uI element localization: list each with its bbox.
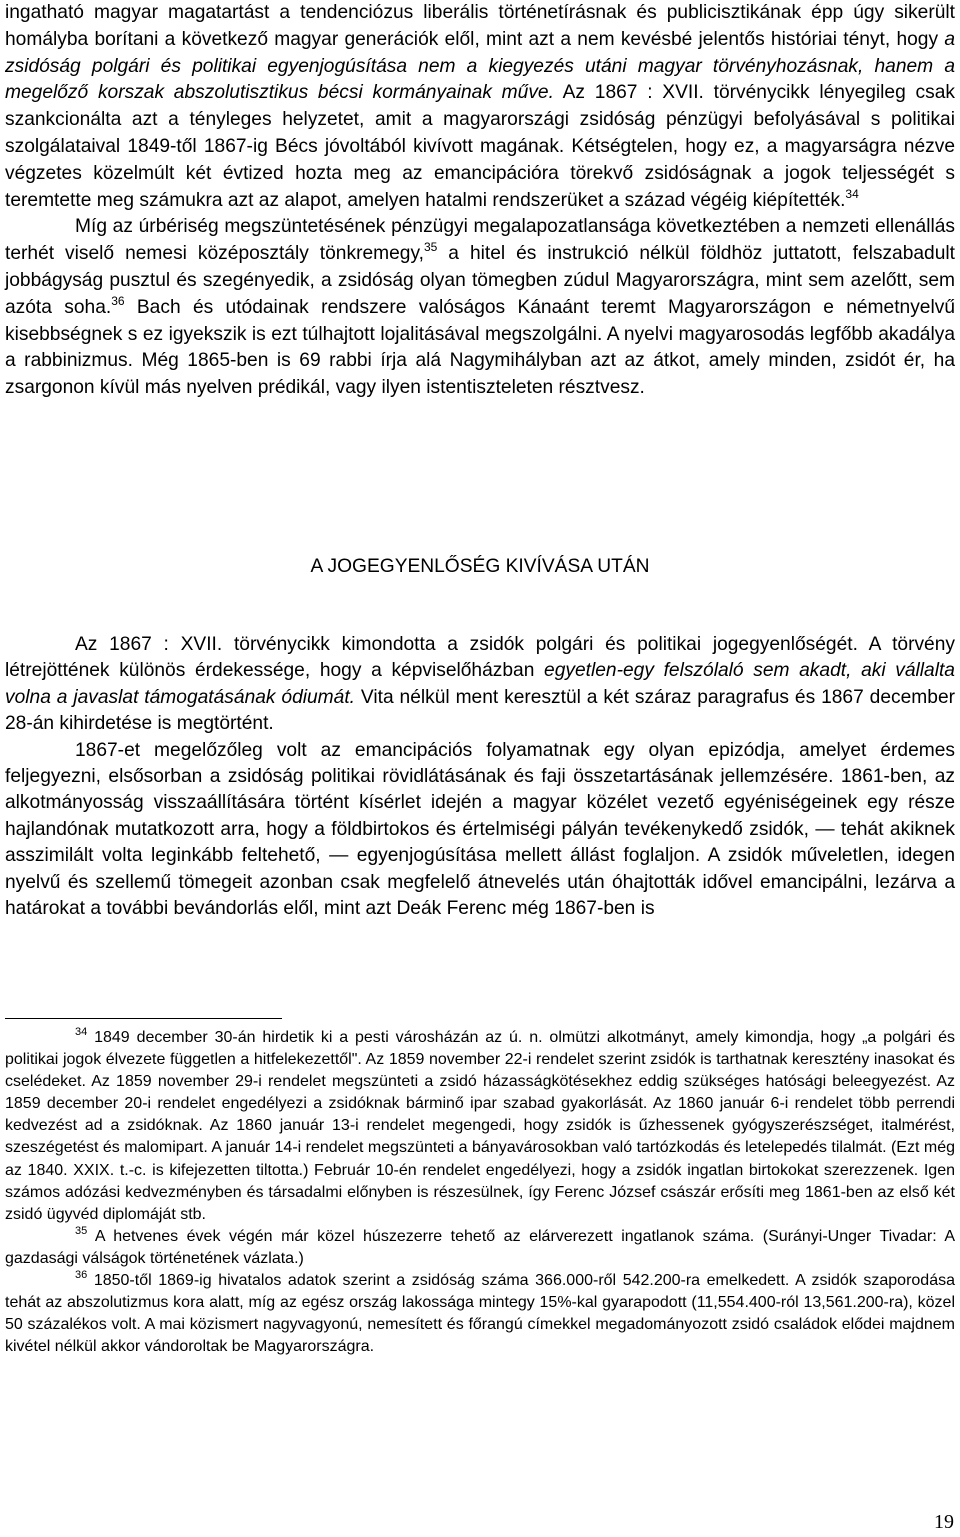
emphasis-text: egyetlen-egy felszólaló sem akadt, aki vállalta volna a javaslat támogatásának ódiumát. [5, 660, 955, 708]
paragraph-2: Míg az úrbériség megszüntetésének pénzügyi megalapozatlansága következtében a nemzeti ellenállás terhét viselő nemesi középosztály tönkremegy,$^{35}$ a hitel és instrukció nélkül földhöz juttatott, felszabadult jobbágyság pusztul és szegényedik, a zsidóság olyan tömegben zúdul Magyarországra, mint sem azelőtt, sem azóta soha.$^{36}$ Bach és utódainak rendszere valóságos Kánaánt teremt Magyarországon e németnyelvű kisebbségnek s ez igyekszik is ezt túlhajtott lojalitásával megszolgálni. A nyelvi magyarosodás legfőbb akadálya a rabbinizmus. Még 1865-ben is 69 rabbi írja alá Nagymihályban azt az átkot, amely minden, zsidót ér, ha zsargonon kívül más nyelven prédikál, vagy ilyen istentiszteleten résztvesz. [5, 216, 955, 399]
emphasis-text: a zsidóság polgári és politikai egyenjogúsítása nem a kiegyezés utáni magyar törvényhozásnak, hanem a megelőző korszak abszolutisztikus bécsi kormányainak műve. [5, 28, 955, 104]
footnote-mark: 35 [75, 1224, 88, 1237]
paragraph-4: 1867-et megelőzőleg volt az emancipációs folyamatnak egy olyan epizódja, amelyet érdemes feljegyezni, elsősorban a zsidóság politikai rövidlátásának és faji összetartásának jellemzésére. 1861-ben, az alkotmányosság visszaállítására történt kísérlet idején a magyar közélet vezető egyéniségeinek egy része hajlandónak mutatkozott arra, hogy a földbirtokos és értelmiségi pályán tevékenykedő zsidók, — tehát akiknek asszimilált volta leginkább feltehető, — egyenjogúsítása mellett állást foglaljon. A zsidók műveletlen, idegen nyelvű és szellemű tömegeit azonban csak megfelelő átnevelés után óhajtották idővel emancipálni, lezárva a határokat a további bevándorlás elől, mint azt Deák Ferenc még 1867-ben is [5, 739, 955, 920]
footnote-mark: 36 [75, 1269, 88, 1282]
footnote-ref-35[interactable]: 35 [423, 240, 438, 255]
page-number: 19 [934, 1511, 954, 1533]
footnote-ref-36[interactable]: 36 [111, 293, 125, 308]
main-text [5, 0, 955, 402]
footnote-separator [5, 1018, 282, 1019]
paragraph-1: ingatható magyar magatartást a tendenciózus liberális történetírásnak és publicisztikának épp úgy sikerült homályba borítani a következő magyar generációk elől, mint azt a nem kevésbé jelentős históriai tényt, hogy a zsidóság polgári és politikai egyenjogúsítása nem a kiegyezés utáni magyar törvényhozásnak, hanem a megelőző korszak abszolutisztikus bécsi kormányainak műve. Az 1867 : XVII. törvénycikk lényegileg csak szankcionálta azt a tényleges helyzetet, amit a magyarországi zsidóság pénzügyi befolyásával s politikai szolgálataival 1849-től 1867-ig Bécs jóvoltából kivívott magának. Kétségtelen, hogy ez, a magyarságra nézve végzetes közelmúlt két évtized hozta meg az emancipációra törekvő zsidóságnak a jogok teljességét s teremtette meg számukra azt az alapot, amelyen hatalmi rendszerüket a század végéig kiépítették.$^{34}$ [5, 2, 955, 211]
footnote-34: $^{34}$ 1849 december 30-án hirdetik ki a pesti városházán az ú. n. olmützi alkotmányt, amely kimondja, hogy „a polgári és politikai jogok élvezete független a hitfelekezettől". Az 1859 november 22-i rendelet szerint zsidók is tarthatnak keresztény inasokat és cselédeket. Az 1859 november 29-i rendelet megszünteti a zsidó házasságkötésekhez eddig szükséges hatósági beleegyezést. Az 1859 december 20-i rendelet engedélyezi a zsidóknak bárminő ipar szabad gyakorlását. Az 1860 január 6-i rendelet több perrendi kedvezést ad a zsidóknak. Az 1860 január 13-i rendelet megengedi, hogy zsidók is űzhessenek gyógyszerészséget, italmérést, szeszégetést és malomipart. A január 14-i rendelet megszünteti a bányavárosokban való tartózkodás és letelepedés tilalmát. (Ezt még az 1840. XXIX. t.-c. is kifejezetten tiltotta.) Február 10-én rendelet engedélyezi, hogy a zsidók ingatlan birtokokat szerezzenek. Igen számos adózási kedvezményben és társadalmi előnyben is részesülnek, így Ferenc József császár erősíti meg 1861-ben az első két zsidó ügyvéd diplomáját stb. [5, 1026, 955, 1223]
footnote-35: $^{35}$ A hetvenes évek végén már közel húszezerre tehető az elárverezett ingatlanok száma. (Surányi-Unger Tivadar: A gazdasági válságok történetének vázlata.) [5, 1224, 955, 1267]
paragraph-3: Az 1867 : XVII. törvénycikk kimondotta a zsidók polgári és politikai jogegyenlőségét. A törvény létrejöttének különös érdekessége, hogy a képviselőházban egyetlen-egy felszólaló sem akadt, aki vállalta volna a javaslat támogatásának ódiumát. Vita nélkül ment keresztül a két száraz paragrafus és 1867 december 28-án kihirdetése is megtörtént. [5, 634, 956, 735]
footnotes [5, 1027, 955, 1358]
footnote-ref-34[interactable]: 34 [845, 186, 859, 201]
section-title: A JOGEGYENLŐSÉG KIVÍVÁSA UTÁN [310, 556, 650, 577]
footnote-36: $^{36}$ 1850-től 1869-ig hivatalos adatok szerint a zsidóság száma 366.000-ről 542.200-ra emelkedett. A zsidók szaporodása tehát az abszolutizmus kora alatt, míg az egész ország lakossága mintegy 15%-kal gyarapodott (11,554.400-ról 13,561.200-ra), közel 50 százalékos volt. A mai közismert nagyvagyonú, nemesített és főrangú címekkel megadományozott zsidó családok elődei majdnem kivétel nélkül akkor vándoroltak be Magyarországra. [5, 1269, 955, 1356]
footnote-mark: 34 [75, 1026, 88, 1038]
main-text-2 [5, 632, 955, 922]
